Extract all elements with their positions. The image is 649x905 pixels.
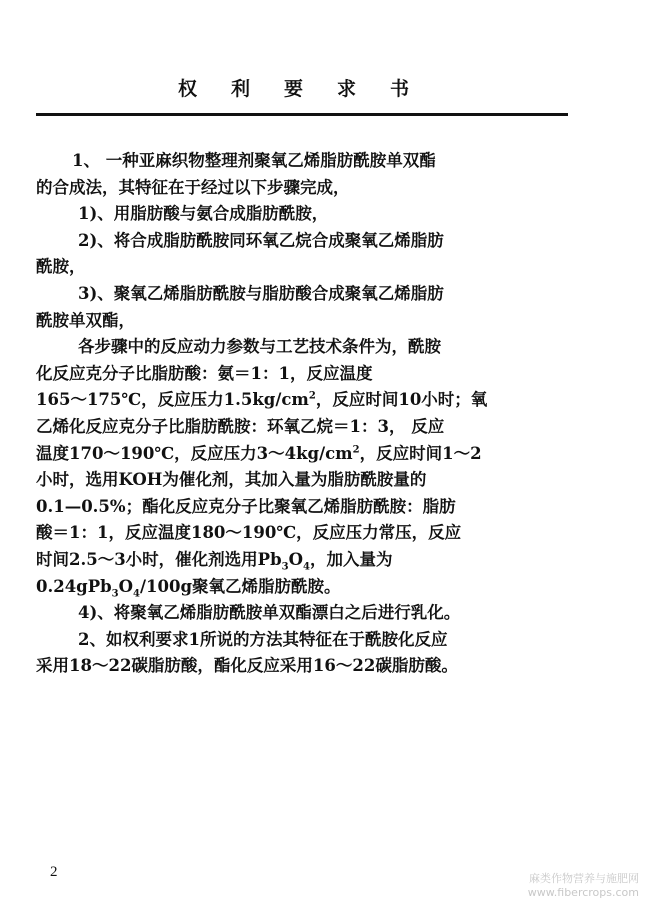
watermark-line-2: www.fibercrops.com (527, 886, 639, 899)
params-line-2: 化反应克分子比脂肪酸：氨＝1：1，反应温度 (36, 363, 373, 383)
params-line-9-c: ，加入量为 (309, 549, 393, 569)
claims-body (36, 148, 556, 680)
params-line-5 (36, 441, 556, 468)
params-line-5-a: 温度170～190℃，反应压力3～4kg/cm (36, 443, 353, 463)
params-line-7: 0.1—0.5%；酯化反应克分子比聚氧乙烯脂肪酰胺：脂肪 (36, 496, 456, 516)
subscript-3: 3 (111, 587, 119, 599)
params-line-8: 酸＝1：1，反应温度180～190℃，反应压力常压，反应 (36, 523, 462, 543)
params-line-3-a: 165～175℃，反应压力1.5kg/cm (36, 390, 309, 410)
params-line-9-b: O (288, 549, 303, 569)
superscript-2: 2 (352, 444, 360, 456)
params-line-10-b: O (118, 576, 134, 596)
claim-1-line-2: 的合成法，其特征在于经过以下步骤完成， (36, 177, 350, 197)
params-line-10-c: /100g聚氧乙烯脂肪酰胺。 (139, 576, 341, 596)
params-line-5-b: ，反应时间1～2 (359, 443, 482, 463)
step-3-line-2: 酰胺单双酯， (36, 310, 135, 330)
step-3-line-1: 3)、聚氧乙烯脂肪酰胺与脂肪酸合成聚氧乙烯脂肪 (78, 283, 444, 303)
site-watermark (528, 872, 639, 900)
subscript-4: 4 (302, 561, 310, 573)
superscript-2: 2 (308, 390, 316, 402)
step-4: 4)、将聚氧乙烯脂肪酰胺单双酯漂白之后进行乳化。 (78, 603, 461, 623)
params-line-1: 各步骤中的反应动力参数与工艺技术条件为，酰胺 (78, 337, 441, 357)
params-line-9 (36, 547, 556, 574)
watermark-line-1: 麻类作物营养与施肥网 (529, 872, 639, 885)
params-line-3-b: ，反应时间10小时；氧 (315, 390, 488, 410)
step-2-line-1: 2)、将合成脂肪酰胺同环氧乙烷合成聚氧乙烯脂肪 (78, 230, 444, 250)
params-line-6: 小时，选用KOH为催化剂，其加入量为脂肪酰胺量的 (36, 470, 427, 490)
params-line-9-a: 时间2.5～3小时，催化剂选用Pb (36, 549, 282, 569)
page-number: 2 (50, 864, 58, 880)
claim-1-line-1: 1、 一种亚麻织物整理剂聚氧乙烯脂肪酰胺单双酯 (72, 151, 436, 170)
title-underline (36, 113, 568, 116)
claim-2-line-1: 2、如权利要求1所说的方法其特征在于酰胺化反应 (78, 629, 448, 649)
page-title: 权利要求书 (178, 78, 444, 100)
subscript-4: 4 (133, 587, 140, 599)
params-line-4: 乙烯化反应克分子比脂肪酰胺：环氧乙烷＝1：3， 反应 (36, 416, 445, 436)
step-1: 1)、用脂肪酸与氨合成脂肪酰胺， (78, 204, 329, 224)
params-line-3 (36, 387, 556, 414)
claim-2-line-2: 采用18～22碳脂肪酸，酯化反应采用16～22碳脂肪酸。 (36, 656, 458, 676)
subscript-3: 3 (281, 561, 289, 573)
params-line-10-a: 0.24gPb (36, 576, 112, 596)
step-2-line-2: 酰胺， (36, 257, 86, 277)
params-line-10 (36, 574, 556, 601)
